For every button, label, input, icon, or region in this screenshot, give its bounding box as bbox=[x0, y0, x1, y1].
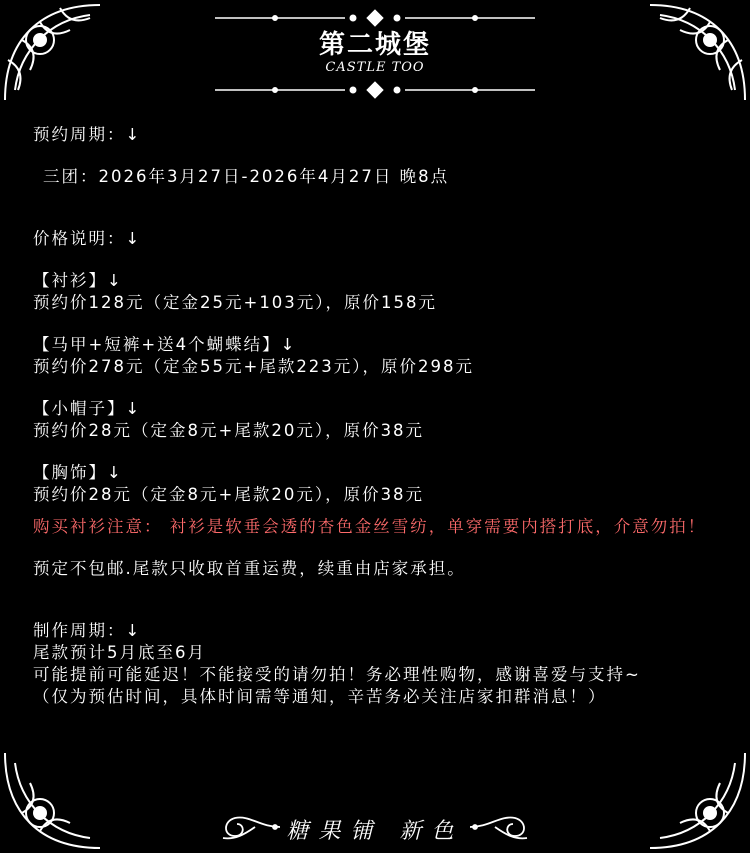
item-price-small-hat: 预约价28元（定金8元+尾款20元），原价38元 bbox=[33, 421, 425, 440]
production-line: （仅为预估时间，具体时间需等通知，辛苦务必关注店家扣群消息！） bbox=[33, 687, 607, 706]
signature: 糖果铺 新色 bbox=[286, 819, 464, 844]
shop-name: 第二城堡 bbox=[318, 30, 431, 60]
item-price-brooch: 预约价28元（定金8元+尾款20元），原价38元 bbox=[33, 485, 425, 504]
header bbox=[0, 0, 750, 100]
item-title-small-hat: 【小帽子】↓ bbox=[33, 399, 142, 418]
footer-right-flourish-ornament bbox=[465, 810, 535, 844]
main-content bbox=[33, 124, 745, 708]
production-line: 可能提前可能延迟！不能接受的请勿拍！务必理性购物，感谢喜爱与支持~ bbox=[33, 665, 641, 684]
item-title-shirt: 【衬衫】↓ bbox=[33, 271, 123, 290]
production-period-label: 制作周期：↓ bbox=[33, 621, 142, 640]
price-section-label: 价格说明：↓ bbox=[33, 229, 142, 248]
shirt-notice: 购买衬衫注意： 衬衫是软垂会透的杏色金丝雪纺，单穿需要内搭打底，介意勿拍！ bbox=[33, 517, 707, 536]
item-title-brooch: 【胸饰】↓ bbox=[33, 463, 123, 482]
item-title-vest-set: 【马甲+短裤+送4个蝴蝶结】↓ bbox=[33, 335, 297, 354]
preorder-period-label: 预约周期：↓ bbox=[33, 125, 142, 144]
header-bottom-divider-ornament bbox=[215, 80, 535, 100]
shop-subtitle: CASTLE TOO bbox=[325, 60, 425, 75]
item-price-shirt: 预约价128元（定金25元+103元），原价158元 bbox=[33, 293, 438, 312]
preorder-period-value: 三团：2026年3月27日-2026年4月27日 晚8点 bbox=[43, 167, 450, 186]
footer bbox=[0, 800, 750, 853]
item-price-vest-set: 预约价278元（定金55元+尾款223元），原价298元 bbox=[33, 357, 475, 376]
shipping-note: 预定不包邮.尾款只收取首重运费，续重由店家承担。 bbox=[33, 559, 466, 578]
production-line: 尾款预计5月底至6月 bbox=[33, 643, 206, 662]
